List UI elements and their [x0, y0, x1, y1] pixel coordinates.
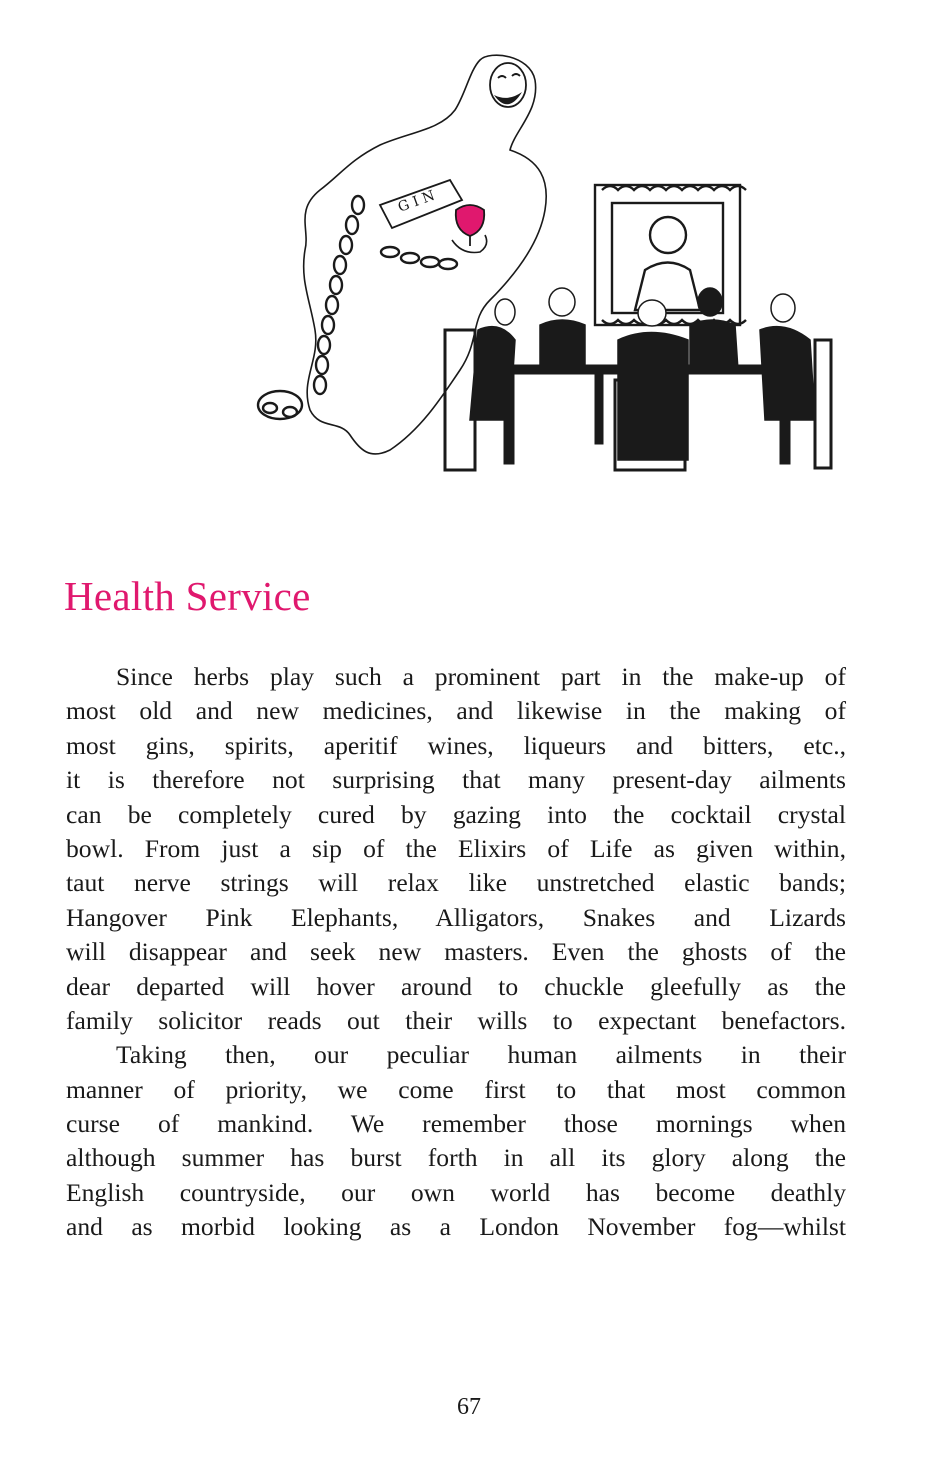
- svg-text:G I N: G I N: [395, 187, 437, 216]
- text-line: most gins, spirits, aperitif wines, liqueurs and bitters, etc.,: [66, 730, 846, 760]
- body-text: [66, 660, 846, 1245]
- text-line: Hangover Pink Elephants, Alligators, Snakes and Lizards: [66, 902, 846, 932]
- page-number: 67: [457, 1394, 481, 1420]
- pink-glass-icon: [456, 205, 484, 246]
- ball-and-chain-icon: [258, 196, 457, 419]
- portrait-frame: [595, 185, 746, 325]
- text-line: Taking then, our peculiar human ailments in their: [116, 1040, 846, 1070]
- text-line: and as morbid looking as a London November fog—whilst: [66, 1212, 846, 1242]
- text-line: although summer has burst forth in all its glory along the: [66, 1143, 846, 1173]
- text-line: curse of mankind. We remember those mornings when: [66, 1109, 846, 1139]
- text-line: most old and new medicines, and likewise in the making of: [66, 696, 846, 726]
- text-line: manner of priority, we come first to that most common: [66, 1074, 846, 1104]
- text-line: can be completely cured by gazing into the cocktail crystal: [66, 799, 846, 829]
- text-line: it is therefore not surprising that many present-day ailments: [66, 765, 846, 795]
- bottle-icon: [380, 180, 462, 228]
- text-line: dear departed will hover around to chuckle gleefully as the: [66, 971, 846, 1001]
- text-line: Since herbs play such a prominent part in the make-up of: [116, 662, 846, 691]
- text-line: family solicitor reads out their wills to expectant benefactors.: [66, 1005, 846, 1035]
- text-line: taut nerve strings will relax like unstretched elastic bands;: [66, 868, 846, 898]
- text-line: will disappear and seek new masters. Even the ghosts of the: [66, 937, 846, 967]
- ghost-boardroom-illustration: [240, 40, 840, 480]
- page-title: Health Service: [64, 573, 311, 619]
- text-line: English countryside, our own world has become deathly: [66, 1177, 846, 1207]
- text-line: bowl. From just a sip of the Elixirs of Life as given within,: [66, 833, 846, 863]
